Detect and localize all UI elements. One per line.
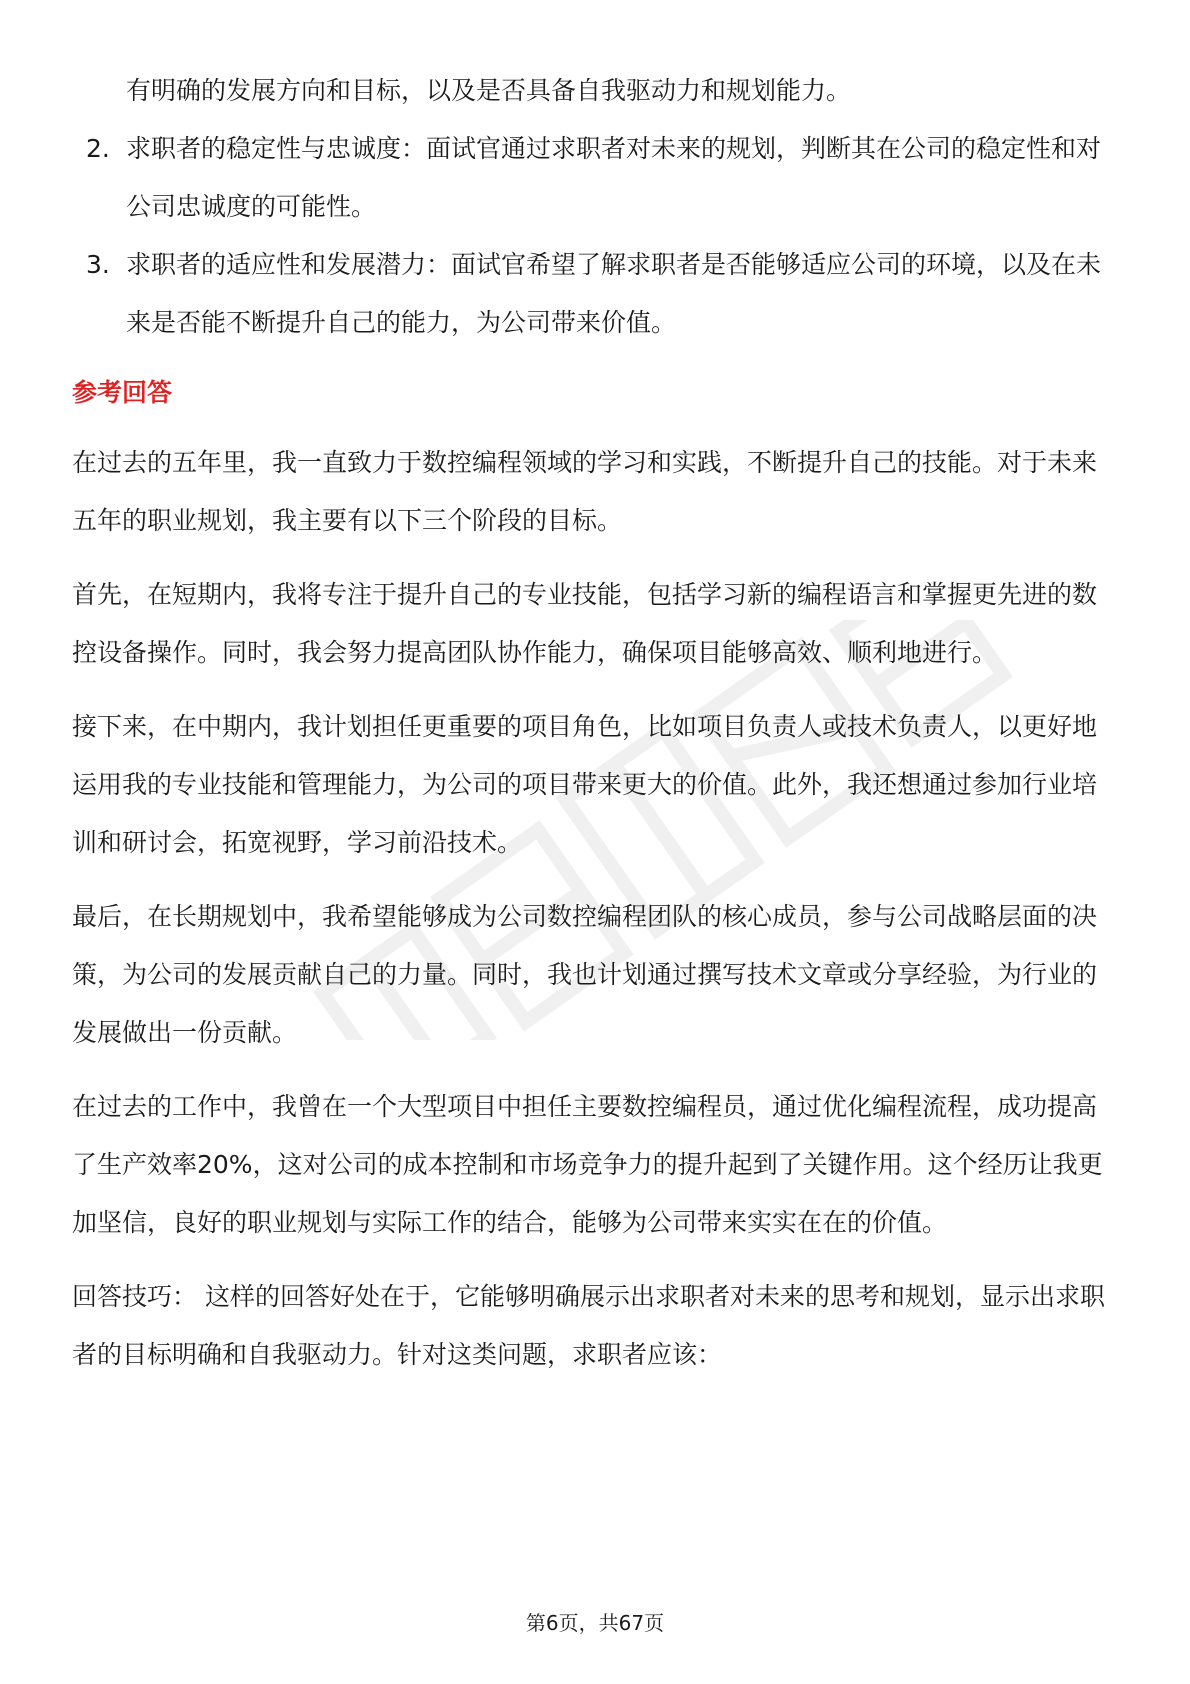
paragraph: 在过去的五年里，我一直致力于数控编程领域的学习和实践，不断提升自己的技能。对于未来五年的职业规划，我主要有以下三个阶段的目标。 [72, 448, 1098, 535]
paragraph: 首先，在短期内，我将专注于提升自己的专业技能，包括学习新的编程语言和掌握更先进的数控设备操作。同时，我会努力提高团队协作能力，确保项目能够高效、顺利地进行。 [72, 580, 1098, 667]
continued-list-text: 有明确的发展方向和目标，以及是否具备自我驱动力和规划能力。 [126, 76, 852, 105]
paragraph: 最后，在长期规划中，我希望能够成为公司数控编程团队的核心成员，参与公司战略层面的决策，为公司的发展贡献自己的力量。同时，我也计划通过撰写技术文章或分享经验，为行业的发展做出一份贡献。 [72, 902, 1098, 1047]
list-item-text: 求职者的适应性和发展潜力：面试官希望了解求职者是否能够适应公司的环境，以及在未来是否能不断提升自己的能力，为公司带来价值。 [126, 250, 1102, 337]
list-item [72, 236, 1112, 352]
paragraph: 接下来，在中期内，我计划担任更重要的项目角色，比如项目负责人或技术负责人，以更好地运用我的专业技能和管理能力，为公司的项目带来更大的价值。此外，我还想通过参加行业培训和研讨会，拓宽视野，学习前沿技术。 [72, 712, 1098, 857]
list-item-number: 3. [86, 250, 110, 279]
list-item [72, 120, 1112, 236]
section-heading: 参考回答 [72, 378, 173, 407]
list-item-number: 2. [86, 134, 110, 163]
numbered-list [72, 120, 1112, 352]
paragraph: 回答技巧： 这样的回答好处在于，它能够明确展示出求职者对未来的思考和规划，显示出求职者的目标明确和自我驱动力。针对这类问题，求职者应该： [72, 1282, 1105, 1369]
page-number-footer: 第6页，共67页 [525, 1611, 665, 1635]
document-body [72, 62, 1112, 1384]
list-item-text: 求职者的稳定性与忠诚度：面试官通过求职者对未来的规划，判断其在公司的稳定性和对公司忠诚度的可能性。 [126, 134, 1102, 221]
paragraph: 在过去的工作中，我曾在一个大型项目中担任主要数控编程员，通过优化编程流程，成功提高了生产效率20%，这对公司的成本控制和市场竞争力的提升起到了关键作用。这个经历让我更加坚信，良好的职业规划与实际工作的结合，能够为公司带来实实在在的价值。 [72, 1092, 1103, 1237]
